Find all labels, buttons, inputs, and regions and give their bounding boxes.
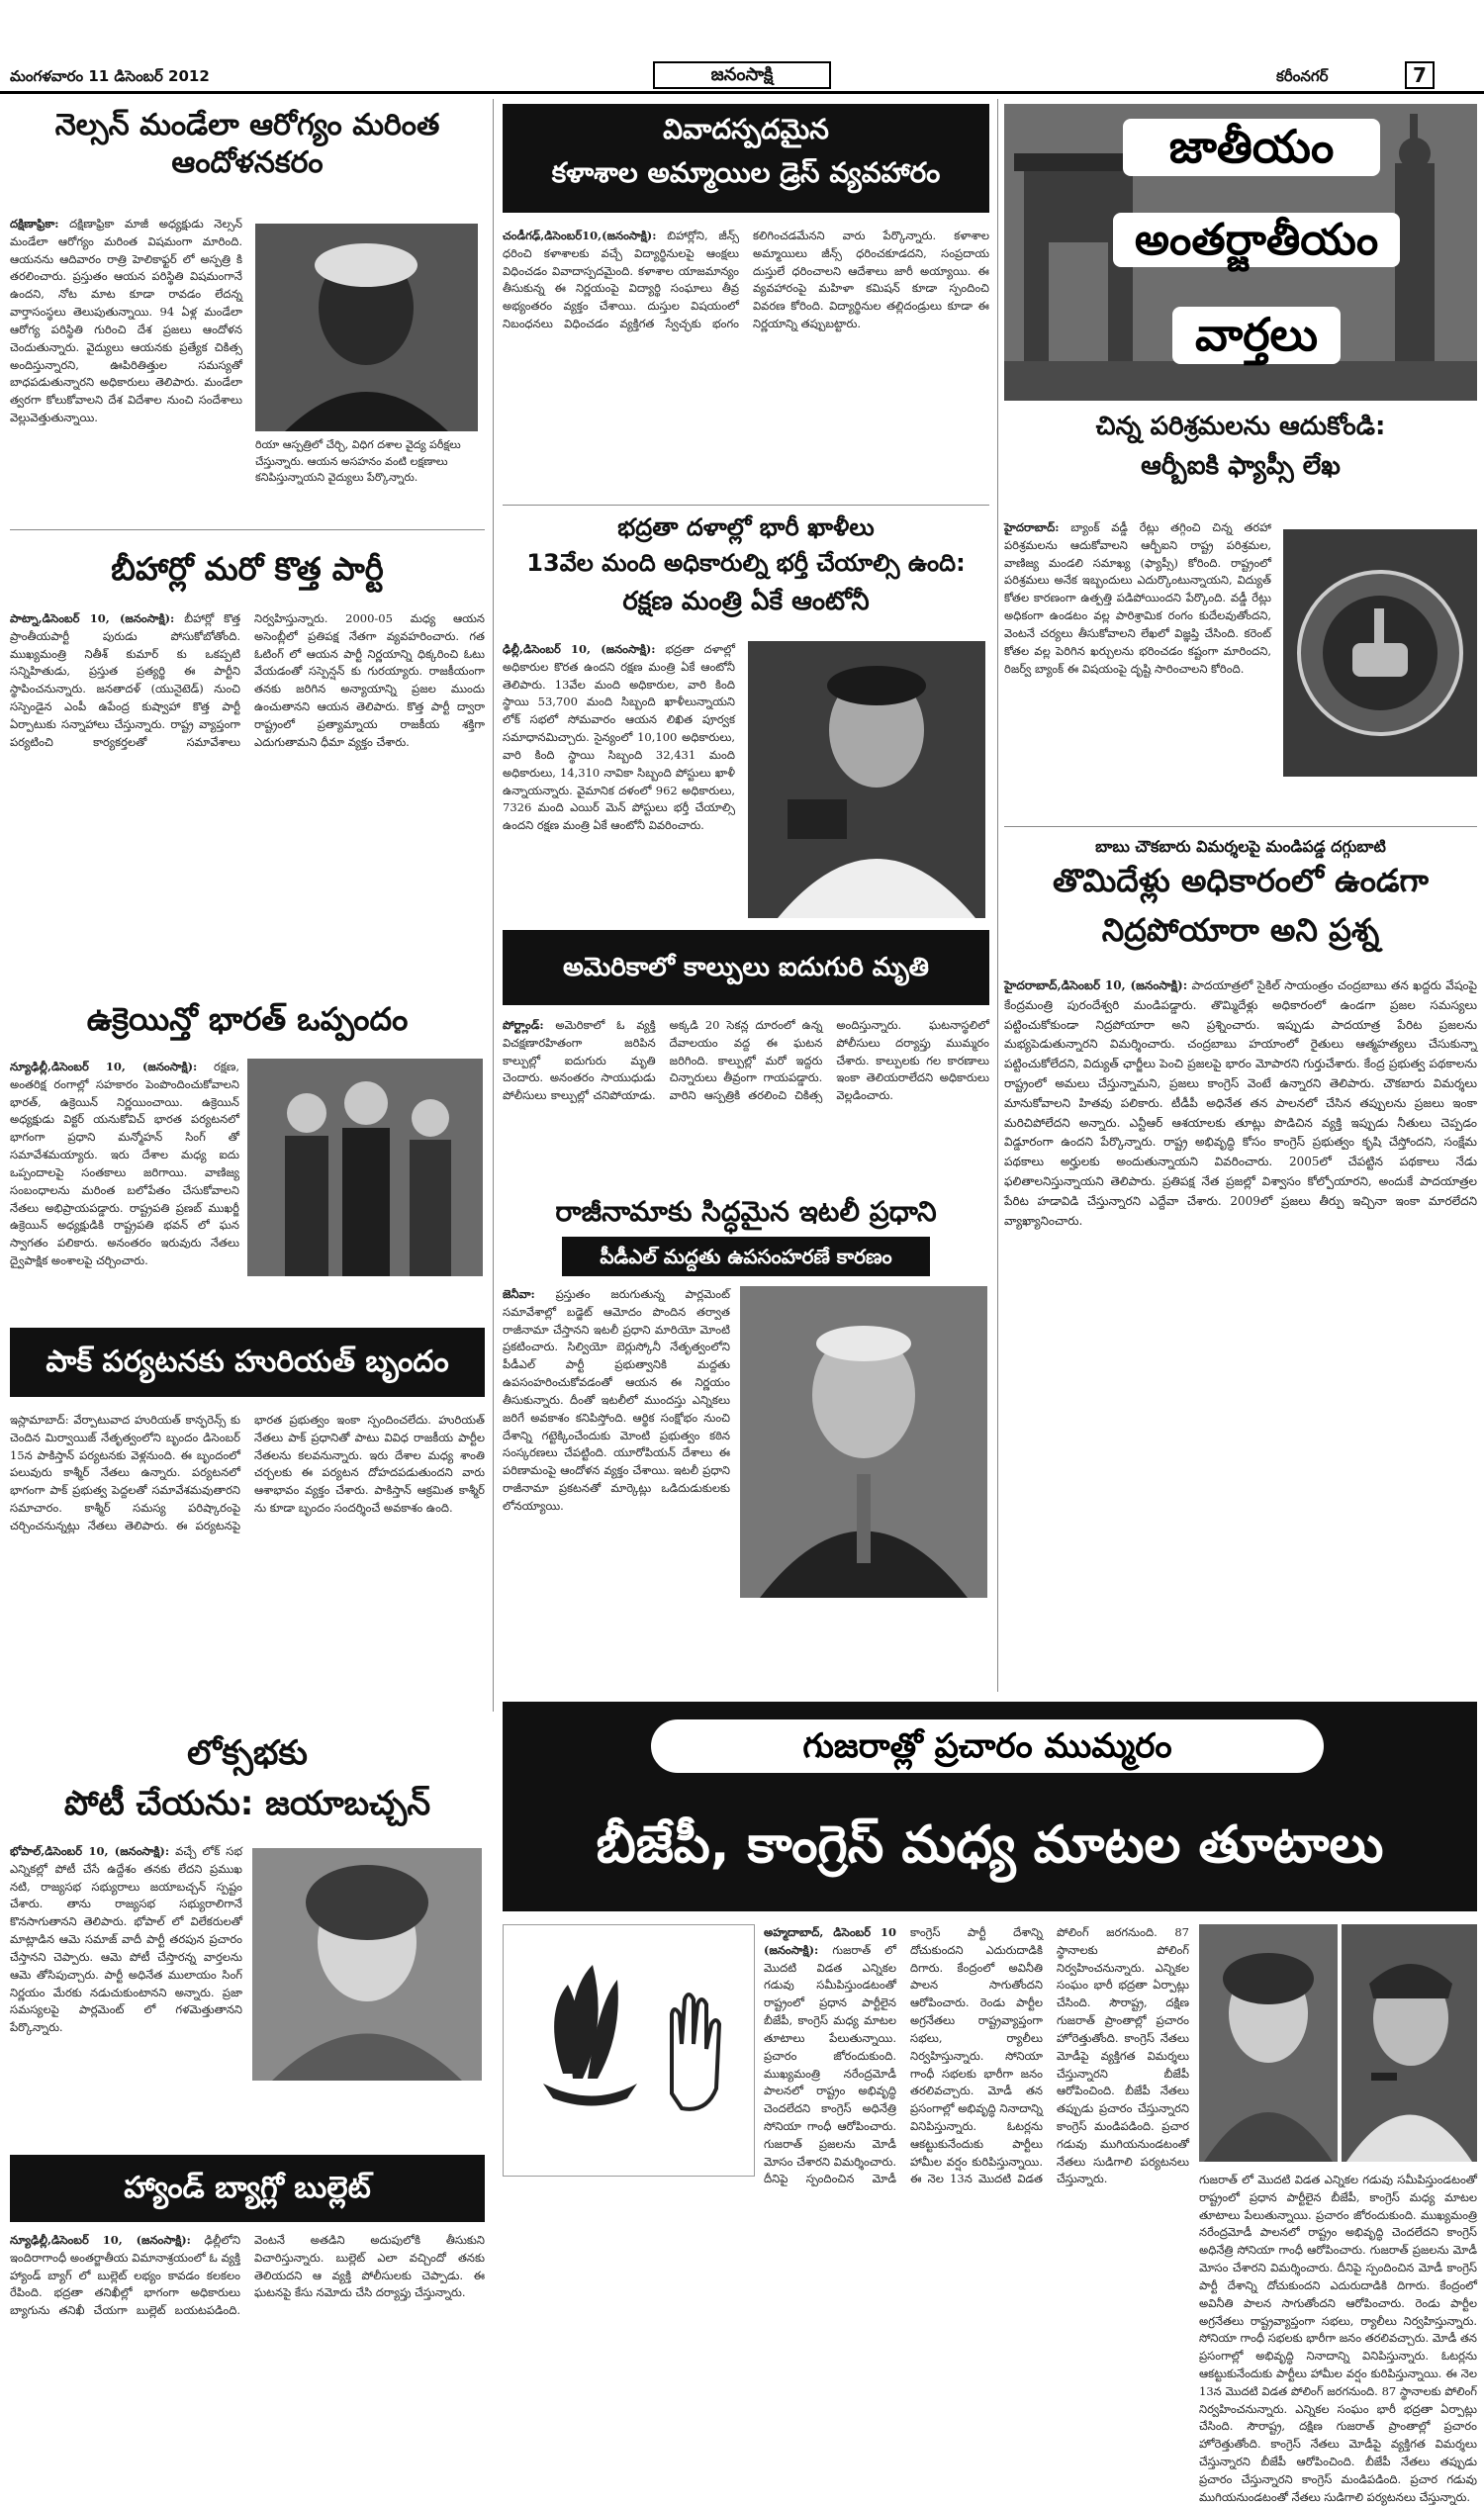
leaders-handshake-icon (247, 1059, 483, 1276)
defence-body: భద్రతా దళాల్లో అధికారుల కొరత ఉందని రక్షణ మంత్రి ఏకే ఆంటోనీ తెలిపారు. 13వేల మంది అధికారుల, వారి కింది స్థాయి 53,700 మంది సిబ్బంది ఖాళీలున్నాయని లోక్ సభలో సోమవారం ఆయన లిఖిత పూర్వక సమాధానమిచ్చారు. సైన్యంలో 10,100 అధికారులు, వారి కింది స్థాయి సిబ్బంది 32,431 మంది అధికారులు, 14,310 నావికా సిబ్బంది పోస్టులు ఖాళీ ఉన్నాయన్నారు. వైమానిక దళంలో 962 అధికారులు, 7326 మంది ఎయిర్ మెన్ పోస్టులు భర్తీ చేయాల్సి ఉందని రక్షణ మంత్రి ఏకే ఆంటోనీ వివరించారు. (503, 642, 735, 833)
hurriyat-article (10, 1328, 485, 1718)
bihar-article (10, 539, 485, 1004)
jaya-article (10, 1729, 485, 2145)
rbi-emblem-photo (1283, 529, 1477, 777)
modi-photo (1342, 1924, 1477, 2162)
mandela-dateline: దక్షిణాఫ్రికా: (10, 217, 59, 231)
mandela-portrait-icon (255, 224, 478, 431)
rbi-body: బ్యాంక్ వడ్డీ రేట్లు తగ్గించి చిన్న తరహా పరిశ్రమలను ఆదుకోవాలని ఆర్బీఐని రాష్ట్ర పరిశ్రమల, వాణిజ్య మండలి సమాఖ్య (ఫ్యాప్సీ) కోరింది. రాష్ట్రంలో పరిశ్రమలు అనేక ఇబ్బందులు ఎదుర్కొంటున్నాయని, విద్యుత్ కోతల కారణంగా ఉత్పత్తి పడిపోయిందని పేర్కొంది. వడ్డీ రేట్లు అధికంగా ఉండటం వల్ల పారిశ్రామిక రంగం కుదేలవుతోందని, వెంటనే చర్యలు తీసుకోవాలని లేఖలో విజ్ఞప్తి చేసింది. కరెంట్ కోతల వల్ల పెరిగిన ఖర్చులను భరించడం కష్టంగా మారిందని, రిజర్వ్ బ్యాంక్ ఈ విషయంపై దృష్టి సారించాలని కోరింది. (1004, 520, 1271, 676)
edition-city: కరీంనగర్ (1276, 67, 1329, 85)
america-article (503, 930, 989, 1177)
babu-kicker: బాబు చౌకబారు విమర్శలపై మండిపడ్డ దగ్గుబాటి (1095, 837, 1386, 856)
handbag-body: ఢిల్లీలోని ఇందిరాగాంధీ అంతర్జాతీయ విమానాశ్రయంలో ఓ వ్యక్తి హ్యాండ్ బ్యాగ్ లో బుల్లెట్ లభ్యం కావడం కలకలం రేపింది. భద్రతా తనిఖీల్లో భాగంగా అధికారులు బ్యాగును తనిఖీ చేయగా బుల్లెట్ బయటపడింది. వెంటనే అతడిని అదుపులోకి తీసుకుని విచారిస్తున్నారు. బుల్లెట్ ఎలా వచ్చిందో తనకు తెలియదని ఆ వ్యక్తి పోలీసులకు చెప్పాడు. ఈ ఘటనపై కేసు నమోదు చేసి దర్యాప్తు చేస్తున్నారు. (10, 2233, 485, 2318)
world-banner (1004, 104, 1477, 401)
babu-body: పాదయాత్రలో సైకిల్ సాయంత్రం చంద్రబాబు తన ఖద్దరు వేషంపై కేంద్రమంత్రి పురందేశ్వరి మండిపడ్డారు. తొమ్మిదేళ్లు అధికారంలో ఉండగా ప్రజల సమస్యలు పట్టించుకోకుండా నిద్రపోయారా అని ప్రశ్నించారు. ఇప్పుడు పాదయాత్ర పేరిట ప్రజలను మభ్యపెడుతున్నారని విమర్శించారు. చంద్రబాబు హయాంలో రైతులు ఆత్మహత్యలు చేసుకున్నా పట్టించుకోలేదని, విద్యుత్ ఛార్జీలు పెంచి ప్రజలపై భారం మోపారని గుర్తుచేశారు. కేంద్ర ప్రభుత్వ పథకాలను రాష్ట్రంలో అమలు చేస్తున్నామని, ప్రజలు కాంగ్రెస్ వెంటే ఉన్నారని తెలిపారు. చౌకబారు విమర్శలు మానుకోవాలని హితవు పలికారు. టీడీపీ అధినేత తన పాలనలో చేసిన తప్పులను ప్రజలు ఇంకా మరిచిపోలేదని అన్నారు. ఎన్టీఆర్ ఆశయాలకు తూట్లు పొడిచిన వ్యక్తి ఇప్పుడు నీతులు చెప్పడం విడ్డూరంగా ఉందని పేర్కొన్నారు. రాష్ట్ర అభివృద్ధి కోసం కాంగ్రెస్ ప్రభుత్వం కృషి చేస్తోందని, సంక్షేమ పథకాలు అర్హులకు అందుతున్నాయని వివరించారు. 2005లో చేపట్టిన పథకాలు నేడు ఫలితాలనిస్తున్నాయని తెలిపారు. ప్రతిపక్ష నేత ప్రజల్లో విశ్వాసం కోల్పోయారని, అందుకే పాదయాత్రల పేరిట హడావిడి చేస్తున్నారని ఎద్దేవా చేశారు. 2009లో ప్రజలు తీర్పు ఇచ్చినా ఇంకా మారలేదని వ్యాఖ్యానించారు. (1004, 978, 1477, 1228)
babu-article (1004, 833, 1477, 1694)
italy-headline: రాజీనామాకు సిద్ధమైన ఇటలీ ప్రధాని (555, 1195, 937, 1228)
america-body: అమెరికాలో ఓ వ్యక్తి విచక్షణారహితంగా జరిపిన కాల్పుల్లో ఐదుగురు మృతి చెందారు. అనంతరం సాయుధుడు పోలీసులు కాల్పుల్లో చనిపోయాడు. అక్కడి 20 సెకన్ల దూరంలో ఉన్న దేవాలయం వద్ద ఈ ఘటన జరిగింది. కాల్పుల్లో మరో ఇద్దరు చిన్నారులు తీవ్రంగా గాయపడ్డారు. వారిని ఆస్పత్రికి తరలించి చికిత్స అందిస్తున్నారు. ఘటనాస్థలిలో పోలీసులు దర్యాప్తు ముమ్మరం చేశారు. కాల్పులకు గల కారణాలు ఇంకా తెలియరాలేదని అధికారులు వెల్లడించారు. (503, 1018, 989, 1103)
masthead-logo: జనంసాక్షి (653, 61, 831, 89)
ukraine-photo (247, 1059, 483, 1276)
gujarat-body-continued (1199, 2172, 1477, 2504)
antony-portrait-icon (748, 641, 985, 918)
column-divider (997, 99, 998, 1692)
page-header (0, 0, 1484, 95)
world-banner-line-1: జాతీయం (1123, 119, 1380, 176)
bihar-dateline: పాట్నా,డిసెంబర్ 10, (జనంసాక్షి): (10, 611, 175, 625)
rbi-dateline: హైదరాబాద్: (1004, 520, 1060, 534)
bihar-body: బీహార్లో కొత్త ప్రాంతీయపార్టీ పురుడు పోసుకోబోతోంది. ముఖ్యమంత్రి నితీశ్ కుమార్ కు ఒకప్పటి సన్నిహితుడు, ప్రస్తుత ప్రత్యర్థి ఈ పార్టీని స్థాపించనున్నారు. జనతాదళ్ (యునైటెడ్) నుంచి సస్పెండైన ఎంపీ ఉపేంద్ర కుష్వాహా కొత్త పార్టీ ఏర్పాటుకు సన్నాహాలు చేస్తున్నారు. రాష్ట్ర వ్యాప్తంగా పర్యటించి కార్యకర్తలతో సమావేశాలు నిర్వహిస్తున్నారు. 2000-05 మధ్య ఆయన అసెంబ్లీలో ప్రతిపక్ష నేతగా వ్యవహరించారు. గత ఓటింగ్ లో ఆయన పార్టీ నిర్ణయాన్ని ధిక్కరించి ఓటు వేయడంతో సస్పెన్షన్ కు గురయ్యారు. రాజకీయంగా తనకు జరిగిన అన్యాయాన్ని ప్రజల ముందు ఉంచుతానని ఆయన తెలిపారు. కొత్త పార్టీ ద్వారా రాష్ట్రంలో ప్రత్యామ్నాయ రాజకీయ శక్తిగా ఎదుగుతామని ధీమా వ్యక్తం చేశారు. (10, 611, 485, 749)
ukraine-dateline: న్యూఢిల్లీ,డిసెంబర్ 10, (జనంసాక్షి): (10, 1060, 198, 1073)
mandela-photo (255, 224, 478, 431)
mandela-headline: నెల్సన్ మండేలా ఆరోగ్యం మరింత ఆందోళనకరం (54, 108, 440, 180)
america-dateline: పోర్ట్లాండ్: (503, 1018, 544, 1032)
divider (1004, 826, 1477, 827)
divider (10, 529, 485, 530)
mandela-caption: రియా ఆస్పత్రిలో చేర్చి, విధిగ దశాల వైద్య పరీక్షలు చేస్తున్నారు. ఆయన అసహనం వంటి లక్షణాలు కనిపిస్తున్నాయని వైద్యులు పేర్కొన్నారు. (255, 438, 461, 484)
rbi-article (1004, 411, 1477, 826)
dress-article (503, 104, 989, 519)
column-divider (493, 99, 494, 1712)
monti-photo (740, 1286, 987, 1598)
sonia-portrait-icon (1199, 1924, 1338, 2162)
mandela-article (10, 107, 485, 522)
mandela-body: దక్షిణాఫ్రికా మాజీ అధ్యక్షుడు నెల్సన్ మండేలా ఆరోగ్యం మరింత విషమంగా మారింది. ఆయనను ఆదివారం రాత్రి హెలికాఫ్టర్ లో అస్పత్రి కి తరలించారు. ప్రస్తుతం ఆయన పరిస్థితి విషమంగానే ఉందని, నోట మాట కూడా రావడం లేదన్న వార్తాసంస్థలు తెలుపుతున్నాయి. 94 ఏళ్ల మండేలా ఆరోగ్య పరిస్థితి గురించి దేశ ప్రజలు ఆందోళన చెందుతున్నారు. వైద్యులు ఆయనకు ప్రత్యేక చికిత్స అందిస్తున్నారని, ఊపిరితిత్తుల సమస్యతో బాధపడుతున్నారని అధికారులు తెలిపారు. మండేలా త్వరగా కోలుకోవాలని దేశ విదేశాల నుంచి సందేశాలు వెల్లువెత్తుతున్నాయి. (10, 217, 243, 424)
gujarat-headline: బీజేపీ, కాంగ్రెస్ మధ్య మాటల తూటాలు (596, 1815, 1384, 1875)
ukraine-article (10, 989, 485, 1321)
babu-headline-2: నిద్రపోయారా అని ప్రశ్న (1101, 911, 1380, 949)
defence-article (503, 512, 989, 928)
italy-dateline: జెనీవా: (503, 1287, 535, 1301)
gujarat-dateline: అహ్మదాబాద్, డిసెంబర్ 10 (జనంసాక్షి): (764, 1925, 896, 1957)
hurriyat-headline: పాక్ పర్యటనకు హురియత్ బృందం (10, 1328, 485, 1397)
bihar-headline: బీహార్లో మరో కొత్త పార్టీ (111, 550, 384, 588)
antony-photo (748, 641, 985, 918)
rbi-emblem-icon (1283, 529, 1477, 777)
gujarat-headline-box (503, 1702, 1477, 1911)
dress-headline-box (503, 104, 989, 213)
italy-article (503, 1187, 989, 1687)
sonia-photo (1199, 1924, 1338, 2162)
modi-portrait-icon (1342, 1924, 1477, 2162)
monti-portrait-icon (740, 1286, 987, 1598)
dress-dateline: చండీగఢ్,డిసెంబర్10,(జనంసాక్షి): (503, 229, 657, 242)
world-banner-line-2: అంతర్జాతీయం (1113, 213, 1400, 267)
defence-headline-1: భద్రతా దళాల్లో భారీ ఖాళీలు (617, 513, 875, 541)
gujarat-body-continued-text: గుజరాత్ లో మొదటి విడత ఎన్నికల గడువు సమీపిస్తుండటంతో రాష్ట్రంలో ప్రధాన పార్టీలైన బీజేపీ, కాంగ్రెస్ మధ్య మాటల తూటాలు పేలుతున్నాయి. ప్రచారం జోరందుకుంది. ముఖ్యమంత్రి నరేంద్రమోడీ పాలనలో రాష్ట్రం అభివృద్ధి చెందలేదని కాంగ్రెస్ అధినేత్రి సోనియా గాంధీ ఆరోపించారు. గుజరాత్ ప్రజలను మోడీ మోసం చేశారని విమర్శించారు. దీనిపై స్పందించిన మోడీ కాంగ్రెస్ పార్టీ దేశాన్ని దోచుకుందని ఎదురుదాడికి దిగారు. కేంద్రంలో అవినీతి పాలన సాగుతోందని ఆరోపించారు. రెండు పార్టీల అగ్రనేతలు రాష్ట్రవ్యాప్తంగా సభలు, ర్యాలీలు నిర్వహిస్తున్నారు. సోనియా గాంధీ సభలకు భారీగా జనం తరలివచ్చారు. మోడీ తన ప్రసంగాల్లో అభివృద్ధి నినాదాన్ని వినిపిస్తున్నారు. ఓటర్లను ఆకట్టుకునేందుకు పార్టీలు హామీల వర్షం కురిపిస్తున్నాయి. ఈ నెల 13న మొదటి విడత పోలింగ్ జరగనుంది. 87 స్థానాలకు పోలింగ్ నిర్వహించనున్నారు. ఎన్నికల సంఘం భారీ భద్రతా ఏర్పాట్లు చేసింది. సౌరాష్ట్ర, దక్షిణ గుజరాత్ ప్రాంతాల్లో ప్రచారం హోరెత్తుతోంది. కాంగ్రెస్ నేతలు మోడీపై వ్యక్తిగత విమర్శలు చేస్తున్నారని బీజేపీ ఆరోపించింది. బీజేపీ నేతలు తప్పుడు ప్రచారం చేస్తున్నారని కాంగ్రెస్ మండిపడింది. ప్రచార గడువు ముగియనుండటంతో నేతలు సుడిగాలి పర్యటనలు చేస్తున్నారు. (1199, 2173, 1477, 2504)
rbi-headline-2: ఆర్బీఐకి ఫ్యాప్సీ లేఖ (1141, 451, 1341, 481)
jaya-headline-2: పోటీ చేయను: జయాబచ్చన్ (63, 1784, 431, 1823)
gujarat-body: గుజరాత్ లో మొదటి విడత ఎన్నికల గడువు సమీపిస్తుండటంతో రాష్ట్రంలో ప్రధాన పార్టీలైన బీజేపీ, కాంగ్రెస్ మధ్య మాటల తూటాలు పేలుతున్నాయి. ప్రచారం జోరందుకుంది. ముఖ్యమంత్రి నరేంద్రమోడీ పాలనలో రాష్ట్రం అభివృద్ధి చెందలేదని కాంగ్రెస్ అధినేత్రి సోనియా గాంధీ ఆరోపించారు. గుజరాత్ ప్రజలను మోడీ మోసం చేశారని విమర్శించారు. దీనిపై స్పందించిన మోడీ కాంగ్రెస్ పార్టీ దేశాన్ని దోచుకుందని ఎదురుదాడికి దిగారు. కేంద్రంలో అవినీతి పాలన సాగుతోందని ఆరోపించారు. రెండు పార్టీల అగ్రనేతలు రాష్ట్రవ్యాప్తంగా సభలు, ర్యాలీలు నిర్వహిస్తున్నారు. సోనియా గాంధీ సభలకు భారీగా జనం తరలివచ్చారు. మోడీ తన ప్రసంగాల్లో అభివృద్ధి నినాదాన్ని వినిపిస్తున్నారు. ఓటర్లను ఆకట్టుకునేందుకు పార్టీలు హామీల వర్షం కురిపిస్తున్నాయి. ఈ నెల 13న మొదటి విడత పోలింగ్ జరగనుంది. 87 స్థానాలకు పోలింగ్ నిర్వహించనున్నారు. ఎన్నికల సంఘం భారీ భద్రతా ఏర్పాట్లు చేసింది. సౌరాష్ట్ర, దక్షిణ గుజరాత్ ప్రాంతాల్లో ప్రచారం హోరెత్తుతోంది. కాంగ్రెస్ నేతలు మోడీపై వ్యక్తిగత విమర్శలు చేస్తున్నారని బీజేపీ ఆరోపించింది. బీజేపీ నేతలు తప్పుడు ప్రచారం చేస్తున్నారని కాంగ్రెస్ మండిపడింది. ప్రచార గడువు ముగియనుండటంతో నేతలు సుడిగాలి పర్యటనలు చేస్తున్నారు. (764, 1925, 1189, 2186)
america-headline: అమెరికాలో కాల్పులు ఐదుగురి మృతి (503, 930, 989, 1005)
party-symbols (503, 1924, 755, 2177)
lotus-hand-symbols-icon (504, 1925, 754, 2176)
defence-headline-3: రక్షణ మంత్రి ఏకే ఆంటోనీ (622, 587, 870, 616)
babu-dateline: హైదరాబాద్,డిసెంబర్ 10, (జనంసాక్షి): (1004, 978, 1188, 992)
header-rule (0, 91, 1484, 94)
defence-headline-2: 13వేల మంది అధికారుల్ని భర్తీ చేయాల్సి ఉంది: (526, 549, 966, 577)
jaya-photo (252, 1848, 482, 2081)
babu-headline-1: తొమిదేళ్లు అధికారంలో ఉండగా (1052, 862, 1429, 899)
rbi-headline-1: చిన్న పరిశ్రమలను ఆదుకోండి: (1095, 412, 1386, 441)
divider (503, 505, 989, 506)
page-number: 7 (1405, 61, 1435, 89)
dress-body: బిహార్లోని, జీన్స్ ధరించి కళాశాలకు వచ్చే విద్యార్థినులపై ఆంక్షలు విధించడం వివాదాస్పదమైంది. కళాశాల యాజమాన్యం తీసుకున్న ఈ నిర్ణయంపై విద్యార్థి సంఘాలు తీవ్ర అభ్యంతరం వ్యక్తం చేశాయి. దుస్తుల విషయంలో నిబంధనలు విధించడం వ్యక్తిగత స్వేచ్ఛకు భంగం కలిగించడమేనని వారు పేర్కొన్నారు. కళాశాల అమ్మాయిలు జీన్స్ ధరించకూడదని, సంప్రదాయ దుస్తులే ధరించాలని ఆదేశాలు జారీ అయ్యాయి. ఈ వ్యవహారంపై మహిళా కమిషన్ కూడా స్పందించి వివరణ కోరింది. విద్యార్థినుల తల్లిదండ్రులు కూడా ఈ నిర్ణయాన్ని తప్పుబట్టారు. (503, 229, 989, 331)
hurriyat-body: ఇస్లామాబాద్: వేర్పాటువాద హురియత్ కాన్ఫరెన్స్ కు చెందిన మిర్వాయిజ్ నేతృత్వంలోని బృందం డిసెంబర్ 15న పాకిస్తాన్ పర్యటనకు వెళ్లనుంది. ఈ బృందంలో పలువురు కాశ్మీర్ నేతలు ఉన్నారు. పర్యటనలో భాగంగా పాక్ ప్రభుత్వ పెద్దలతో సమావేశమవుతారని సమాచారం. కాశ్మీర్ సమస్య పరిష్కారంపై చర్చించనున్నట్లు నేతలు తెలిపారు. ఈ పర్యటనపై భారత ప్రభుత్వం ఇంకా స్పందించలేదు. హురియత్ నేతలు పాక్ ప్రధానితో పాటు వివిధ రాజకీయ పార్టీల నేతలను కలవనున్నారు. ఇరు దేశాల మధ్య శాంతి చర్చలకు ఈ పర్యటన దోహదపడుతుందని వారు ఆశాభావం వ్యక్తం చేశారు. పాకిస్తాన్ ఆక్రమిత కాశ్మీర్ ను కూడా బృందం సందర్శించే అవకాశం ఉంది. (10, 1413, 485, 1532)
world-banner-line-3: వార్తలు (1172, 307, 1341, 364)
handbag-article (10, 2155, 485, 2469)
handbag-dateline: న్యూఢిల్లీ,డిసెంబర్ 10, (జనంసాక్షి): (10, 2233, 191, 2247)
jaya-portrait-icon (252, 1848, 482, 2081)
italy-body: ప్రస్తుతం జరుగుతున్న పార్లమెంట్ సమావేశాల్లో బడ్జెట్ ఆమోదం పొందిన తర్వాత రాజీనామా చేస్తానని ఇటలీ ప్రధాని మారియో మోంటి ప్రకటించారు. సిల్వియో బెర్లుస్కోనీ నేతృత్వంలోని పీడీఎల్ పార్టీ ప్రభుత్వానికి మద్దతు ఉపసంహరించుకోవడంతో ఆయన ఈ నిర్ణయం తీసుకున్నారు. దీంతో ఇటలీలో ముందస్తు ఎన్నికలు జరిగే అవకాశం కనిపిస్తోంది. ఆర్థిక సంక్షోభం నుంచి దేశాన్ని గట్టెక్కించేందుకు మోంటి ప్రభుత్వం కఠిన సంస్కరణలు చేపట్టింది. యూరోపియన్ దేశాలు ఈ పరిణామంపై ఆందోళన వ్యక్తం చేశాయి. ఇటలీ ప్రధాని రాజీనామా ప్రకటనతో మార్కెట్లు ఒడిదుడుకులకు లోనయ్యాయి. (503, 1287, 731, 1513)
ukraine-body: రక్షణ, అంతరిక్ష రంగాల్లో సహకారం పెంపొందించుకోవాలని భారత్, ఉక్రెయిన్ నిర్ణయించాయి. ఉక్రెయిన్ అధ్యక్షుడు విక్టర్ యనుకోవిచ్ భారత పర్యటనలో భాగంగా ప్రధాని మన్మోహన్ సింగ్ తో సమావేశమయ్యారు. ఇరు దేశాల మధ్య ఐదు ఒప్పందాలపై సంతకాలు జరిగాయి. వాణిజ్య సంబంధాలను మరింత బలోపేతం చేసుకోవాలని నేతలు అభిప్రాయపడ్డారు. రాష్ట్రపతి ప్రణబ్ ముఖర్జీ ఉక్రెయిన్ అధ్యక్షుడికి రాష్ట్రపతి భవన్ లో ఘన స్వాగతం పలికారు. అనంతరం ఇరువురు నేతలు ద్వైపాక్షిక అంశాలపై చర్చించారు. (10, 1060, 239, 1267)
jaya-headline-1: లోక్సభకు (187, 1733, 308, 1773)
issue-date: మంగళవారం 11 డిసెంబర్ 2012 (10, 67, 210, 85)
jaya-body: వచ్చే లోక్ సభ ఎన్నికల్లో పోటీ చేసే ఉద్దేశం తనకు లేదని ప్రముఖ నటి, రాజ్యసభ సభ్యురాలు జయాబచ్చన్ స్పష్టం చేశారు. తాను రాజ్యసభ సభ్యురాలిగానే కొనసాగుతానని తెలిపారు. భోపాల్ లో విలేకరులతో మాట్లాడిన ఆమె సమాజ్ వాదీ పార్టీ తరపున ప్రచారం చేస్తానని చెప్పారు. ఆమె పోటీ చేస్తారన్న వార్తలను ఆమె తోసిపుచ్చారు. పార్టీ అధినేత ములాయం సింగ్ నిర్ణయం మేరకు నడుచుకుంటానని అన్నారు. ప్రజా సమస్యలపై పార్లమెంట్ లో గళమెత్తుతానని పేర్కొన్నారు. (10, 1844, 242, 2035)
italy-subhead: పీడీఎల్ మద్దతు ఉపసంహరణే కారణం (562, 1237, 930, 1276)
handbag-headline: హ్యాండ్ బ్యాగ్లో బుల్లెట్ (10, 2155, 485, 2222)
defence-dateline: ఢిల్లీ,డిసెంబర్ 10, (జనంసాక్షి): (503, 642, 656, 656)
dress-headline-1: వివాదస్పదమైన (663, 113, 829, 145)
gujarat-kicker: గుజరాత్లో ప్రచారం ముమ్మరం (651, 1719, 1324, 1773)
ukraine-headline: ఉక్రెయిన్తో భారత్ ఒప్పందం (86, 1000, 409, 1038)
jaya-dateline: భోపాల్,డిసెంబర్ 10, (జనంసాక్షి): (10, 1844, 170, 1858)
dress-headline-2: కళాశాల అమ్మాయిల డ్రెస్ వ్యవహారం (551, 156, 941, 189)
